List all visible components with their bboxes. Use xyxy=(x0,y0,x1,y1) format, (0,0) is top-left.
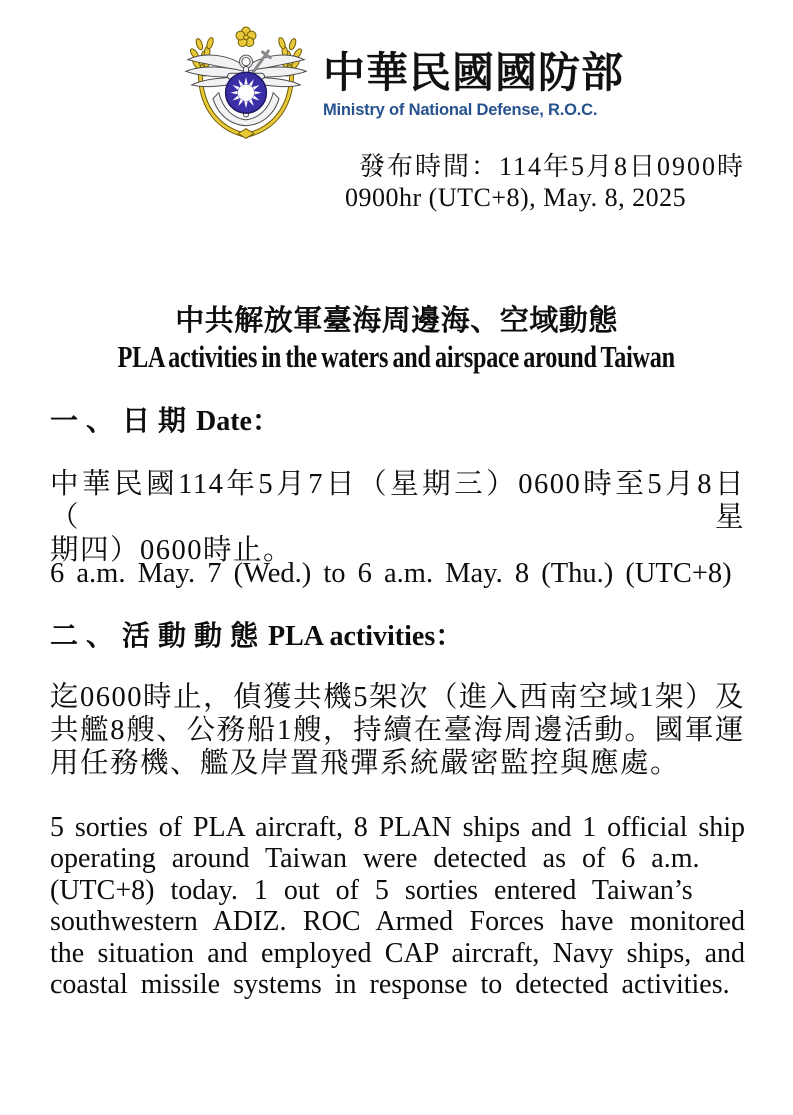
activities-paragraph-zh xyxy=(50,681,745,780)
section-activities-heading-colon: ： xyxy=(435,621,464,652)
section-date-heading xyxy=(50,399,745,439)
date-paragraph-zh-line: 期四）0600時止。 xyxy=(50,535,294,566)
document-title xyxy=(0,304,793,380)
release-time-zh: 發布時間：114年5月8日0900時 xyxy=(359,152,746,181)
document-title-en: PLA activities in the waters and airspace around Taiwan xyxy=(117,339,676,374)
date-paragraph-zh-line: 中華民國114年5月7日（星期三）0600時至5月8日（星 xyxy=(50,469,745,533)
activities-paragraph-en-line: operating around Taiwan were detected as of 6 a.m. xyxy=(50,843,700,875)
section-activities-heading xyxy=(50,614,745,654)
section-activities-heading-en: PLA activities xyxy=(268,621,436,652)
activities-paragraph-zh-line: 共艦8艘、公務船1艘，持續在臺海周邊活動。國軍運 xyxy=(50,715,745,746)
section-date-heading-en: Date xyxy=(196,406,252,437)
activities-paragraph-en-line: the situation and employed CAP aircraft, Navy ships, and xyxy=(50,937,745,969)
activities-paragraph-en-line: 5 sorties of PLA aircraft, 8 PLAN ships and 1 official ship xyxy=(50,812,745,843)
mnd-emblem-icon xyxy=(178,24,314,142)
org-name-zh: 中華民國國防部 xyxy=(323,51,625,97)
document-title-zh: 中共解放軍臺海周邊海、空域動態 xyxy=(175,305,618,337)
org-identity xyxy=(323,50,624,120)
activities-paragraph-zh-line: 用任務機、艦及岸置飛彈系統嚴密監控與應處。 xyxy=(50,748,681,779)
activities-paragraph-zh-line: 迄0600時止，偵獲共機5架次（進入西南空域1架）及 xyxy=(50,682,745,713)
section-date-heading-colon: ： xyxy=(252,406,281,437)
date-paragraph-en: 6 a.m. May. 7 (Wed.) to 6 a.m. May. 8 (Thu.) (UTC+8) xyxy=(50,558,732,589)
org-name-en: Ministry of National Defense, R.O.C. xyxy=(323,101,598,119)
activities-paragraph-en-line: southwestern ADIZ. ROC Armed Forces have monitored xyxy=(50,906,745,938)
activities-paragraph-en-line: coastal missile systems in response to detected activities. xyxy=(50,969,730,1001)
date-paragraph-zh xyxy=(50,468,745,567)
activities-paragraph-en xyxy=(50,812,745,1000)
release-time-en: 0900hr (UTC+8), May. 8, 2025 xyxy=(345,183,687,212)
activities-paragraph-en-line: (UTC+8) today. 1 out of 5 sorties entered Taiwan’s xyxy=(50,874,693,906)
section-date-heading-zh: 一、日期 xyxy=(50,406,195,437)
release-time xyxy=(345,151,745,213)
section-activities-heading-zh: 二、活動動態 xyxy=(50,621,267,652)
